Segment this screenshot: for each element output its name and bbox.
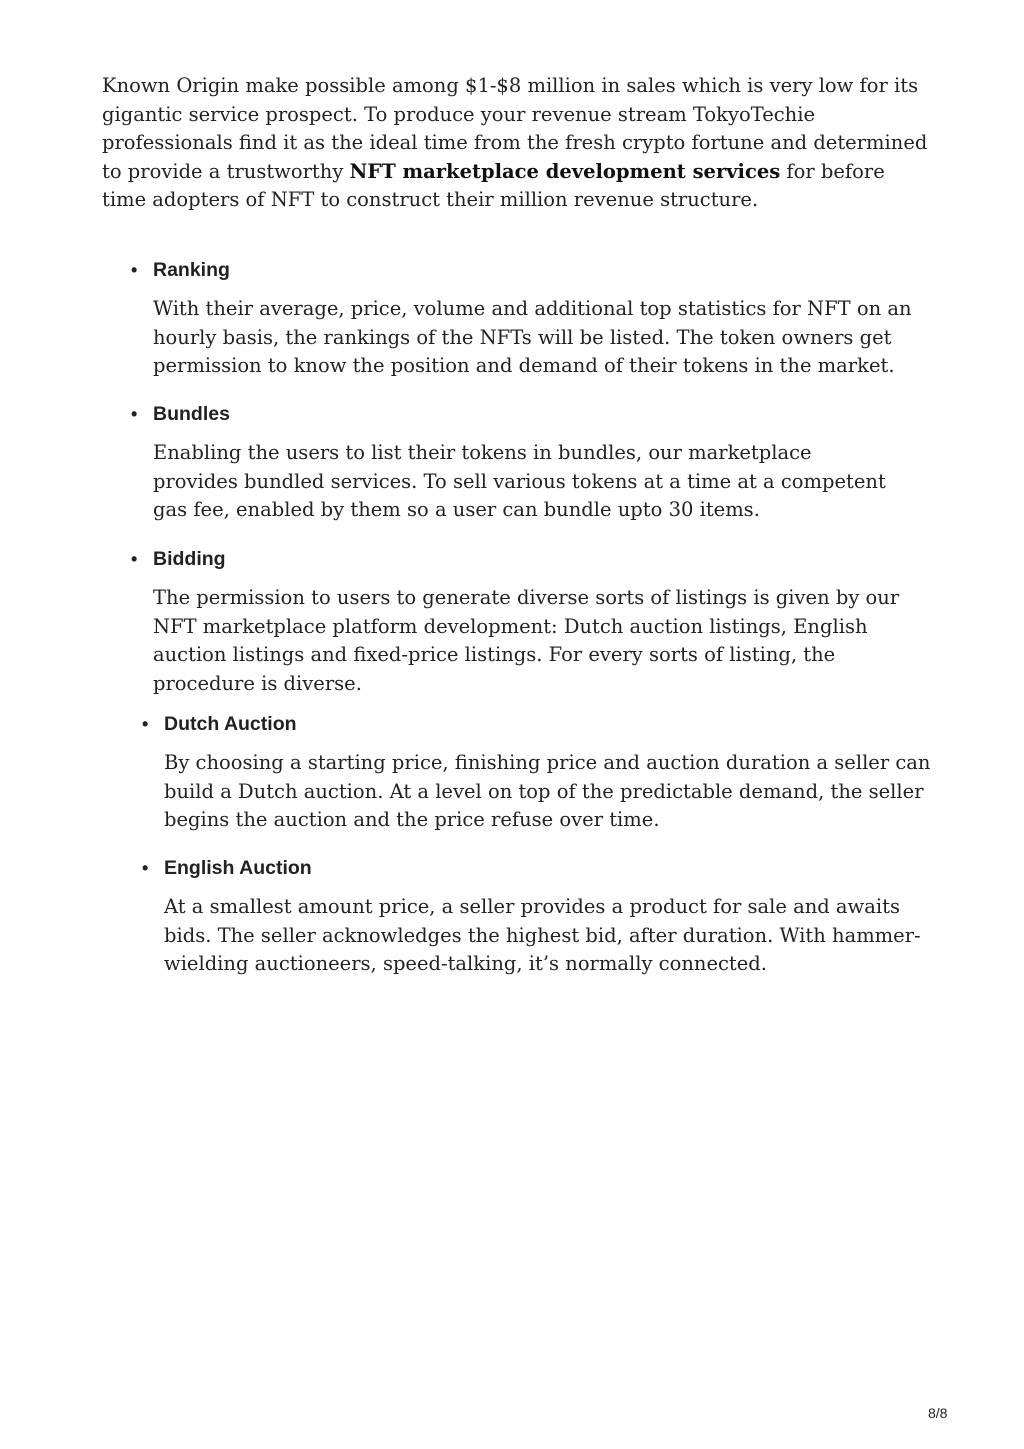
feature-title: Bidding — [153, 548, 226, 570]
intro-bold-link-text: NFT marketplace development services — [349, 159, 781, 183]
intro-text-end: for before time adopters of NFT to construct their million revenue structure. — [102, 159, 885, 211]
feature-description: The permission to users to generate diverse sorts of listings is given by our NFT marketplace platform development: Dutch auction listings, English auction listings and fixed-price listings. For every sorts of listing, the procedure is diverse. — [153, 586, 900, 695]
auction-description: At a smallest amount price, a seller provides a product for sale and awaits bids. The seller acknowledges the highest bid, after duration. With hammer-wielding auctioneers, speed-talking, it’s normally connected. — [164, 895, 921, 975]
auction-item-english — [142, 856, 944, 979]
page-number: 8/8 — [928, 1405, 948, 1421]
feature-item-bundles — [131, 402, 933, 525]
bullet-icon: • — [131, 549, 138, 569]
feature-description: With their average, price, volume and additional top statistics for NFT on an hourly basis, the rankings of the NFTs will be listed. The token owners get permission to know the position and demand of their tokens in the market. — [153, 297, 912, 377]
feature-heading — [131, 402, 933, 426]
bullet-icon: • — [142, 714, 149, 734]
auction-item-dutch — [142, 712, 944, 835]
auction-heading — [142, 856, 944, 880]
auction-description: By choosing a starting price, finishing price and auction duration a seller can build a Dutch auction. At a level on top of the predictable demand, the seller begins the auction and the price refuse over time. — [164, 751, 931, 831]
intro-paragraph — [102, 72, 932, 215]
bullet-icon: • — [131, 260, 138, 280]
bullet-icon: • — [142, 858, 149, 878]
feature-item-bidding — [131, 547, 933, 698]
intro-text-start: Known Origin make possible among $1-$8 million in sales which is very low for its gigantic service prospect. To produce your revenue stream TokyoTechie professionals find it as the ideal time from the fresh crypto fortune and determined to provide a trustworthy — [102, 74, 928, 183]
feature-description: Enabling the users to list their tokens in bundles, our marketplace provides bundled services. To sell various tokens at a time at a competent gas fee, enabled by them so a user can bundle upto 30 items. — [153, 441, 886, 521]
feature-title: Ranking — [153, 259, 230, 281]
auction-title: English Auction — [164, 857, 312, 879]
feature-title: Bundles — [153, 403, 230, 425]
feature-heading — [131, 258, 933, 282]
feature-heading — [131, 547, 933, 571]
bullet-icon: • — [131, 404, 138, 424]
feature-item-ranking — [131, 258, 933, 381]
auction-title: Dutch Auction — [164, 713, 297, 735]
auction-heading — [142, 712, 944, 736]
